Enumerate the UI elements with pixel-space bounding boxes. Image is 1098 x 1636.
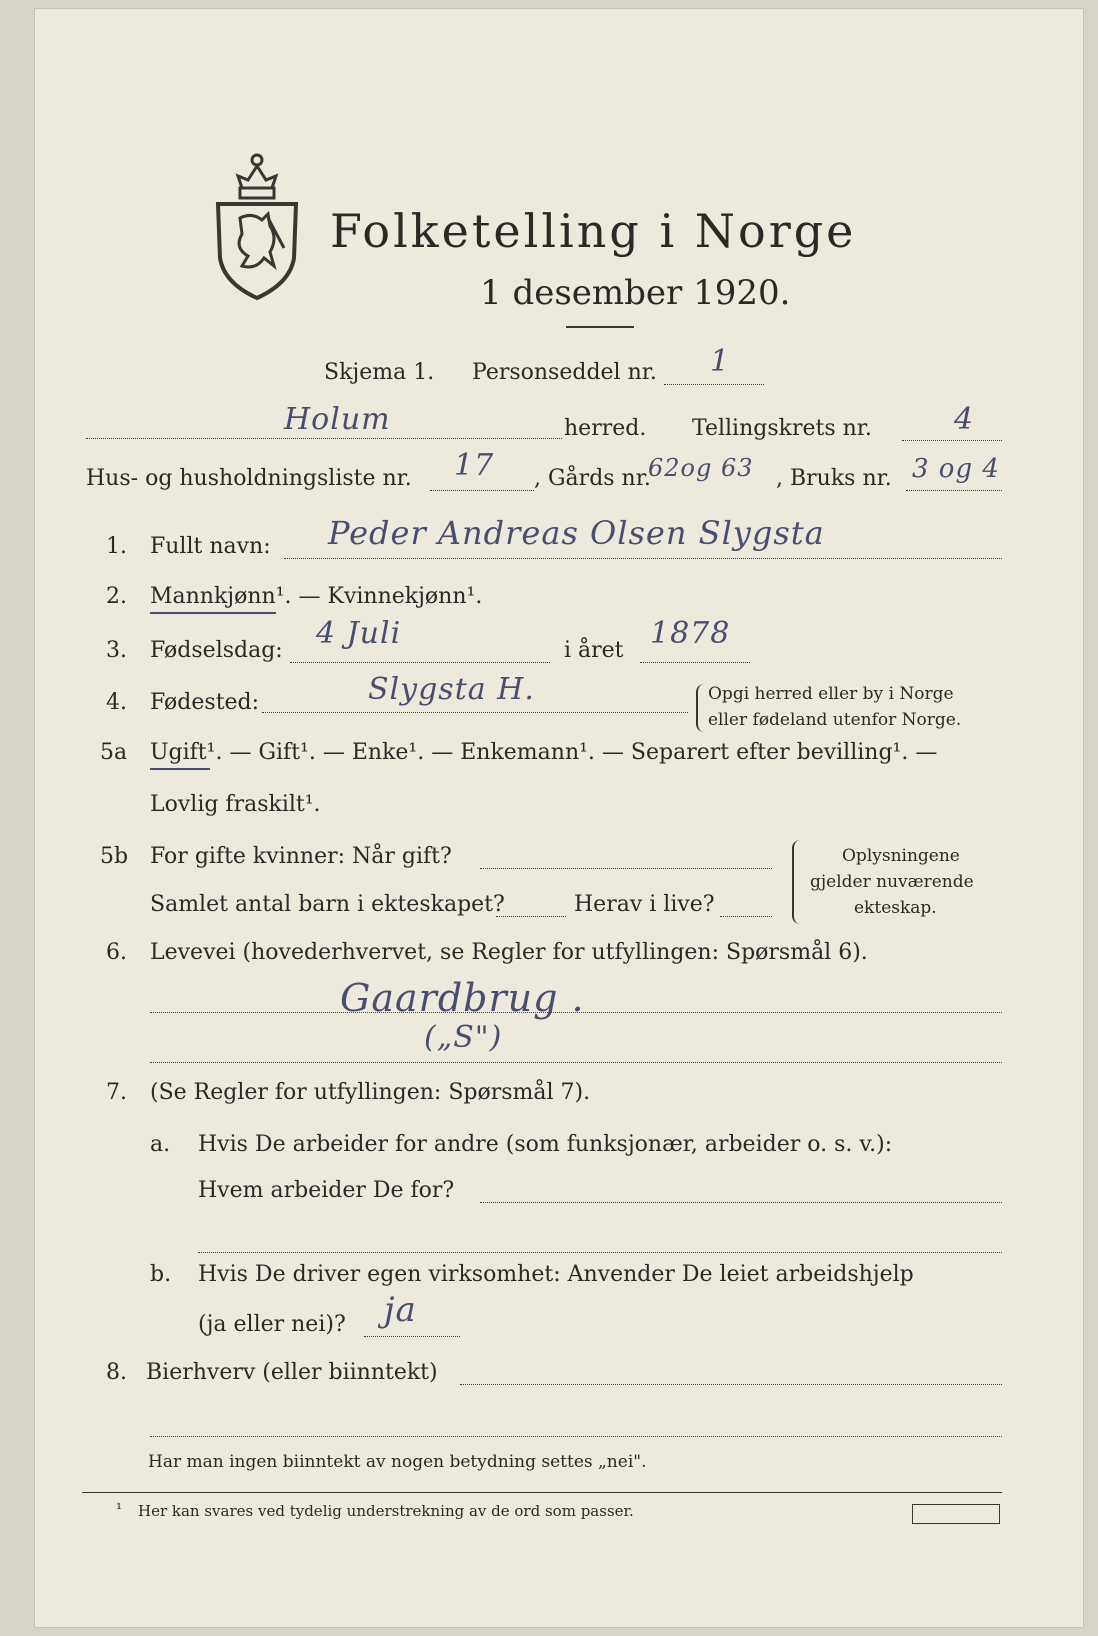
- hus-line: [430, 490, 534, 491]
- printer-stamp: [912, 1504, 1000, 1524]
- q7-label: (Se Regler for utfyllingen: Spørsmål 7).: [150, 1080, 591, 1105]
- q8-line2: [150, 1436, 1002, 1437]
- herred-value[interactable]: Holum: [284, 402, 391, 437]
- bruks-line: [906, 490, 1002, 491]
- full-name-value[interactable]: Peder Andreas Olsen Slygsta: [328, 514, 825, 552]
- q3-number: 3.: [106, 638, 127, 663]
- q7a-number: a.: [150, 1132, 171, 1157]
- bruks-label: , Bruks nr.: [776, 466, 892, 491]
- footnote-mark: ¹: [116, 1500, 123, 1518]
- q5b-note-line1: Oplysningene: [842, 846, 960, 866]
- footer-note: Har man ingen biinntekt av nogen betydning settes „nei".: [148, 1452, 647, 1472]
- q5a-number: 5a: [100, 740, 128, 765]
- q5b-number: 5b: [100, 844, 129, 869]
- herred-line: [86, 438, 562, 439]
- q6-line2: [150, 1062, 1002, 1063]
- q5b-married-when: For gifte kvinner: Når gift?: [150, 844, 452, 869]
- employer-line2: [198, 1252, 1002, 1253]
- children-alive-line: [720, 916, 772, 917]
- married-when-line: [480, 868, 772, 869]
- employer-line: [480, 1202, 1002, 1203]
- marital-options[interactable]: Ugift¹. — Gift¹. — Enke¹. — Enkemann¹. — Separert efter bevilling¹. —: [150, 740, 938, 765]
- footnote-text: Her kan svares ved tydelig understrekning av de ord som passer.: [138, 1502, 634, 1520]
- q7a-line2: Hvem arbeider De for?: [198, 1178, 455, 1203]
- birthday-value[interactable]: 4 Juli: [316, 616, 402, 651]
- hus-label: Hus- og husholdningsliste nr.: [86, 466, 412, 491]
- marital-underline: [150, 768, 210, 770]
- birth-year-value[interactable]: 1878: [650, 616, 731, 651]
- q6-label: Levevei (hovederhvervet, se Regler for utfyllingen: Spørsmål 6).: [150, 940, 868, 965]
- tellingskrets-label: Tellingskrets nr.: [692, 416, 872, 441]
- q8-number: 8.: [106, 1360, 127, 1385]
- bruks-value[interactable]: 3 og 4: [912, 454, 1000, 484]
- children-total-line: [496, 916, 566, 917]
- birthplace-value[interactable]: Slygsta H.: [368, 672, 535, 707]
- q4-number: 4.: [106, 690, 127, 715]
- year-line: [640, 662, 750, 663]
- gender-underline: [150, 612, 276, 614]
- title-divider: [566, 326, 634, 328]
- q8-line: [460, 1384, 1002, 1385]
- skjema-label: Skjema 1.: [324, 360, 435, 385]
- q3-line: [290, 662, 550, 663]
- form-title: Folketelling i Norge: [330, 204, 857, 258]
- q4-note-line2: eller fødeland utenfor Norge.: [708, 710, 962, 730]
- q5b-brace: [792, 840, 802, 924]
- q4-brace: [696, 684, 704, 732]
- q1-line: [284, 558, 1002, 559]
- q1-number: 1.: [106, 534, 127, 559]
- q7a-line1: Hvis De arbeider for andre (som funksjonær, arbeider o. s. v.):: [198, 1132, 893, 1157]
- personseddel-line: [664, 384, 764, 385]
- year-label: i året: [564, 638, 624, 663]
- personseddel-value[interactable]: 1: [710, 344, 731, 379]
- q1-label: Fullt navn:: [150, 534, 271, 559]
- tellingskrets-value[interactable]: 4: [954, 402, 975, 437]
- gards-value[interactable]: 62og 63: [648, 454, 754, 482]
- q7b-answer-value[interactable]: ja: [384, 1290, 417, 1330]
- occupation-code-value[interactable]: („S"): [424, 1020, 503, 1055]
- herred-label: herred.: [564, 416, 647, 441]
- q5b-children-alive: Herav i live?: [574, 892, 715, 917]
- q4-note-line1: Opgi herred eller by i Norge: [708, 684, 954, 704]
- q4-label: Fødested:: [150, 690, 260, 715]
- tellingskrets-line: [902, 440, 1002, 441]
- marital-options-line2[interactable]: Lovlig fraskilt¹.: [150, 792, 321, 817]
- q7b-answer-line: [364, 1336, 460, 1337]
- form-date: 1 desember 1920.: [480, 273, 791, 313]
- hus-value[interactable]: 17: [454, 448, 495, 483]
- q7b-line2: (ja eller nei)?: [198, 1312, 346, 1337]
- q6-line1: [150, 1012, 1002, 1013]
- q3-label: Fødselsdag:: [150, 638, 283, 663]
- q5b-note-line2: gjelder nuværende: [810, 872, 974, 892]
- q7-number: 7.: [106, 1080, 127, 1105]
- q7b-line1: Hvis De driver egen virksomhet: Anvender De leiet arbeidshjelp: [198, 1262, 914, 1287]
- q4-line: [262, 712, 688, 713]
- occupation-value[interactable]: Gaardbrug .: [340, 976, 585, 1020]
- coat-of-arms-icon: [212, 148, 302, 303]
- gender-options[interactable]: Mannkjønn¹. — Kvinnekjønn¹.: [150, 584, 483, 609]
- q5b-children-total: Samlet antal barn i ekteskapet?: [150, 892, 505, 917]
- q6-number: 6.: [106, 940, 127, 965]
- q5b-note-line3: ekteskap.: [854, 898, 937, 918]
- census-form-page: [34, 8, 1084, 1628]
- personseddel-label: Personseddel nr.: [472, 360, 657, 385]
- footer-rule: [82, 1492, 1002, 1493]
- q2-number: 2.: [106, 584, 127, 609]
- q8-label: Bierhverv (eller biinntekt): [146, 1360, 438, 1385]
- gards-label: , Gårds nr.: [534, 466, 651, 491]
- q7b-number: b.: [150, 1262, 172, 1287]
